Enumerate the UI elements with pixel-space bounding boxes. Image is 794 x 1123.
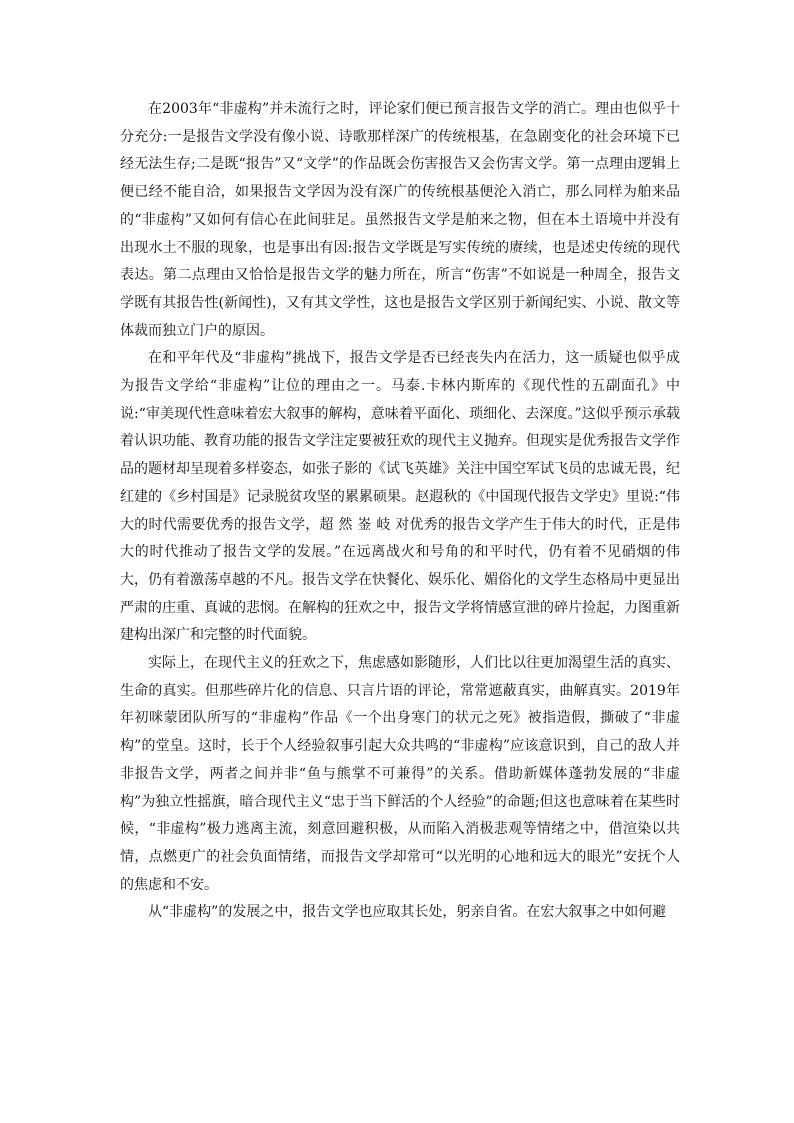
paragraph-2: 在和平年代及“非虚构”挑战下，报告文学是否已经丧失内在活力，这一质疑也似乎成为报告文学给“非虚构”让位的理由之一。马泰.卡林内斯库的《现代性的五副面孔》中说:“审美现代性意味着宏大叙事的解构，意味着平面化、琐细化、去深度。”这似乎预示承载着认识功能、教育功能的报告文学注定要被狂欢的现代主义抛弃。但现实是优秀报告文学作品的题材却呈现着多样姿态，如张子影的《试飞英雄》关注中国空军试飞员的忠诚无畏，纪红建的《乡村国是》记录脱贫攻坚的累累硕果。赵遐秋的《中国现代报告文学史》里说:“伟大的时代需要优秀的报告文学，超 然 崟 岐 对优秀的报告文学产生于伟大的时代，正是伟大的时代推动了报告文学的发展。”在远离战火和号角的和平时代，仍有着不见硝烟的伟大，仍有着激荡卓越的不凡。报告文学在快餐化、娱乐化、媚俗化的文学生态格局中更显出严肃的庄重、真诚的悲悯。在解构的狂欢之中，报告文学将情感宣泄的碎片捡起，力图重新建构出深广和完整的时代面貌。 — [120, 350, 680, 644]
paragraph-3: 实际上，在现代主义的狂欢之下，焦虑感如影随形，人们比以往更加渴望生活的真实、生命的真实。但那些碎片化的信息、只言片语的评论，常常遮蔽真实，曲解真实。2019年年初咪蒙团队所写的“非虚构”作品《一个出身寒门的状元之死》被指造假，撕破了“非虚构”的堂皇。这时，长于个人经验叙事引起大众共鸣的“非虚构”应该意识到，自己的敌人并非报告文学，两者之间并非“鱼与熊掌不可兼得”的关系。借助新媒体蓬勃发展的“非虚构”为独立性摇旗，暗合现代主义“忠于当下鲜活的个人经验”的命题;但这也意味着在某些时候，“非虚构”极力逃离主流，刻意回避积极，从而陷入消极悲观等情绪之中，借渲染以共情，点燃更广的社会负面情绪，而报告文学却常可“以光明的心地和远大的眼光”安抚个人的焦虑和不安。 — [120, 655, 680, 893]
paragraph-1: 在2003年“非虚构”并未流行之时，评论家们便已预言报告文学的消亡。理由也似乎十分充分:一是报告文学没有像小说、诗歌那样深广的传统根基，在急剧变化的社会环境下已经无法生存;二是既“报告”又“文学”的作品既会伤害报告又会伤害文学。第一点理由逻辑上便已经不能自洽，如果报告文学因为没有深广的传统根基便沦入消亡，那么同样为舶来品的“非虚构”又如何有信心在此间驻足。虽然报告文学是舶来之物，但在本土语境中并没有出现水土不服的现象，也是事出有因:报告文学既是写实传统的赓续，也是述史传统的现代表达。第二点理由又恰恰是报告文学的魅力所在，所言“伤害”不如说是一种周全，报告文学既有其报告性(新闻性)，又有其文学性，这也是报告文学区别于新闻纪实、小说、散文等体裁而独立门户的原因。 — [120, 101, 680, 339]
article-body — [120, 96, 680, 927]
paragraph-4: 从“非虚构”的发展之中，报告文学也应取其长处，躬亲自省。在宏大叙事之中如何避 — [148, 904, 667, 921]
